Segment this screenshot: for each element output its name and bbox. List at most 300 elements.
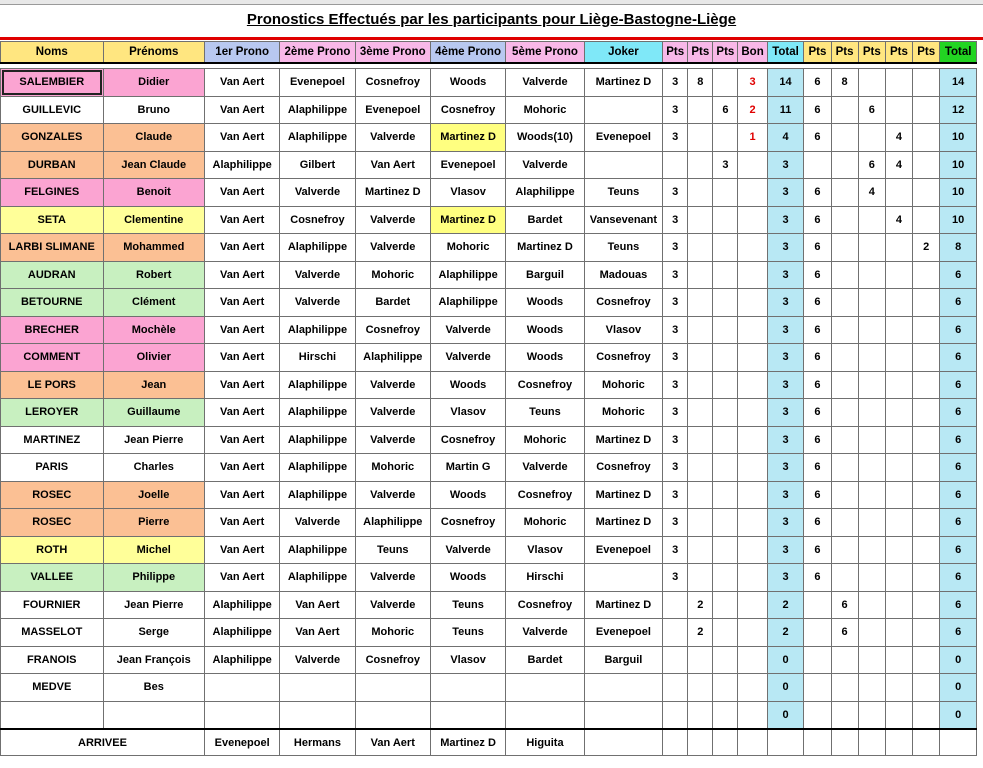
header-cell[interactable]: Pts bbox=[713, 42, 738, 64]
cell-b4[interactable] bbox=[885, 701, 912, 729]
cell-pts3[interactable] bbox=[713, 206, 738, 234]
cell-p5[interactable] bbox=[506, 701, 584, 729]
cell-p5[interactable]: Vlasov bbox=[506, 536, 584, 564]
cell-b4[interactable]: 4 bbox=[885, 124, 912, 152]
header-cell[interactable]: 3ème Prono bbox=[355, 42, 430, 64]
cell-b2[interactable] bbox=[831, 536, 858, 564]
cell-total2[interactable]: 6 bbox=[940, 591, 977, 619]
cell-total2[interactable]: 6 bbox=[940, 426, 977, 454]
arrivee-empty-cell[interactable] bbox=[713, 729, 738, 756]
cell-nom[interactable]: LARBI SLIMANE bbox=[1, 234, 104, 262]
cell-b1[interactable]: 6 bbox=[804, 124, 831, 152]
arrivee-empty-cell[interactable] bbox=[688, 729, 713, 756]
header-cell[interactable]: Total bbox=[767, 42, 804, 64]
cell-prenom[interactable]: Bruno bbox=[103, 96, 204, 124]
cell-pts1[interactable]: 3 bbox=[663, 234, 688, 262]
cell-b3[interactable] bbox=[858, 591, 885, 619]
cell-b1[interactable]: 6 bbox=[804, 564, 831, 592]
cell-b2[interactable] bbox=[831, 509, 858, 537]
cell-b4[interactable] bbox=[885, 619, 912, 647]
cell-pts3[interactable] bbox=[713, 426, 738, 454]
cell-b1[interactable]: 6 bbox=[804, 234, 831, 262]
cell-b1[interactable]: 6 bbox=[804, 426, 831, 454]
cell-p1[interactable]: Van Aert bbox=[204, 124, 279, 152]
arrivee-empty-cell[interactable] bbox=[663, 729, 688, 756]
cell-b4[interactable] bbox=[885, 344, 912, 372]
cell-p5[interactable]: Teuns bbox=[506, 399, 584, 427]
cell-b2[interactable] bbox=[831, 179, 858, 207]
cell-b3[interactable] bbox=[858, 399, 885, 427]
header-cell[interactable]: Pts bbox=[804, 42, 831, 64]
cell-bon[interactable] bbox=[738, 701, 767, 729]
cell-p3[interactable]: Valverde bbox=[355, 234, 430, 262]
cell-b2[interactable] bbox=[831, 454, 858, 482]
cell-b5[interactable] bbox=[913, 124, 940, 152]
cell-p4[interactable]: Vlasov bbox=[430, 646, 505, 674]
cell-b4[interactable] bbox=[885, 674, 912, 702]
cell-b1[interactable]: 6 bbox=[804, 509, 831, 537]
cell-p3[interactable] bbox=[355, 674, 430, 702]
cell-pts1[interactable]: 3 bbox=[663, 179, 688, 207]
cell-total[interactable]: 14 bbox=[767, 69, 804, 97]
cell-total2[interactable]: 6 bbox=[940, 399, 977, 427]
cell-p1[interactable] bbox=[204, 674, 279, 702]
cell-prenom[interactable]: Claude bbox=[103, 124, 204, 152]
cell-p3[interactable] bbox=[355, 701, 430, 729]
header-cell[interactable]: 2ème Prono bbox=[280, 42, 355, 64]
header-cell[interactable]: Pts bbox=[831, 42, 858, 64]
header-cell[interactable]: 5ème Prono bbox=[506, 42, 584, 64]
cell-b3[interactable]: 6 bbox=[858, 96, 885, 124]
cell-b4[interactable] bbox=[885, 564, 912, 592]
cell-p4[interactable]: Cosnefroy bbox=[430, 509, 505, 537]
cell-nom[interactable]: BETOURNE bbox=[1, 289, 104, 317]
cell-b2[interactable] bbox=[831, 124, 858, 152]
cell-joker[interactable]: Mohoric bbox=[584, 399, 662, 427]
cell-p1[interactable]: Van Aert bbox=[204, 344, 279, 372]
cell-pts1[interactable]: 3 bbox=[663, 316, 688, 344]
cell-pts3[interactable] bbox=[713, 591, 738, 619]
cell-total[interactable]: 2 bbox=[767, 619, 804, 647]
cell-nom[interactable]: DURBAN bbox=[1, 151, 104, 179]
cell-nom[interactable]: SALEMBIER bbox=[1, 69, 104, 97]
cell-pts3[interactable] bbox=[713, 619, 738, 647]
cell-prenom[interactable]: Jean Claude bbox=[103, 151, 204, 179]
cell-pts1[interactable] bbox=[663, 591, 688, 619]
cell-p2[interactable]: Hirschi bbox=[280, 344, 355, 372]
cell-total2[interactable]: 6 bbox=[940, 481, 977, 509]
cell-bon[interactable]: 2 bbox=[738, 96, 767, 124]
arrivee-p2[interactable]: Hermans bbox=[280, 729, 355, 756]
cell-p4[interactable]: Vlasov bbox=[430, 179, 505, 207]
cell-b5[interactable] bbox=[913, 261, 940, 289]
cell-pts1[interactable] bbox=[663, 674, 688, 702]
cell-pts1[interactable]: 3 bbox=[663, 96, 688, 124]
cell-b3[interactable] bbox=[858, 316, 885, 344]
cell-pts3[interactable] bbox=[713, 234, 738, 262]
cell-b3[interactable] bbox=[858, 646, 885, 674]
cell-p4[interactable] bbox=[430, 701, 505, 729]
cell-b5[interactable] bbox=[913, 536, 940, 564]
cell-pts1[interactable]: 3 bbox=[663, 564, 688, 592]
cell-p5[interactable]: Mohoric bbox=[506, 426, 584, 454]
cell-p2[interactable]: Gilbert bbox=[280, 151, 355, 179]
cell-nom[interactable]: FELGINES bbox=[1, 179, 104, 207]
cell-nom[interactable]: ROTH bbox=[1, 536, 104, 564]
cell-b2[interactable] bbox=[831, 399, 858, 427]
cell-p1[interactable]: Van Aert bbox=[204, 96, 279, 124]
cell-b5[interactable] bbox=[913, 564, 940, 592]
cell-p3[interactable]: Valverde bbox=[355, 591, 430, 619]
cell-p5[interactable]: Valverde bbox=[506, 69, 584, 97]
cell-p2[interactable]: Valverde bbox=[280, 646, 355, 674]
cell-b3[interactable] bbox=[858, 564, 885, 592]
cell-total2[interactable]: 10 bbox=[940, 124, 977, 152]
cell-b3[interactable] bbox=[858, 206, 885, 234]
cell-joker[interactable]: Martinez D bbox=[584, 69, 662, 97]
cell-prenom[interactable]: Charles bbox=[103, 454, 204, 482]
cell-prenom[interactable]: Serge bbox=[103, 619, 204, 647]
cell-pts2[interactable]: 8 bbox=[688, 69, 713, 97]
cell-bon[interactable] bbox=[738, 151, 767, 179]
cell-p5[interactable]: Martinez D bbox=[506, 234, 584, 262]
cell-total2[interactable]: 0 bbox=[940, 701, 977, 729]
cell-p2[interactable]: Alaphilippe bbox=[280, 371, 355, 399]
cell-total[interactable]: 3 bbox=[767, 344, 804, 372]
cell-b2[interactable]: 6 bbox=[831, 591, 858, 619]
cell-b5[interactable] bbox=[913, 344, 940, 372]
cell-b5[interactable] bbox=[913, 69, 940, 97]
cell-total2[interactable]: 10 bbox=[940, 151, 977, 179]
cell-pts3[interactable] bbox=[713, 316, 738, 344]
cell-p1[interactable]: Van Aert bbox=[204, 509, 279, 537]
cell-pts3[interactable] bbox=[713, 261, 738, 289]
cell-pts2[interactable] bbox=[688, 206, 713, 234]
cell-p2[interactable]: Alaphilippe bbox=[280, 96, 355, 124]
cell-nom[interactable]: MARTINEZ bbox=[1, 426, 104, 454]
cell-pts3[interactable] bbox=[713, 674, 738, 702]
cell-b4[interactable] bbox=[885, 591, 912, 619]
cell-pts2[interactable] bbox=[688, 289, 713, 317]
cell-p2[interactable]: Evenepoel bbox=[280, 69, 355, 97]
cell-pts3[interactable] bbox=[713, 179, 738, 207]
cell-pts3[interactable] bbox=[713, 536, 738, 564]
cell-b5[interactable] bbox=[913, 674, 940, 702]
cell-nom[interactable]: ROSEC bbox=[1, 509, 104, 537]
cell-bon[interactable] bbox=[738, 206, 767, 234]
cell-joker[interactable]: Teuns bbox=[584, 179, 662, 207]
cell-pts3[interactable]: 6 bbox=[713, 96, 738, 124]
cell-total2[interactable]: 10 bbox=[940, 206, 977, 234]
cell-p3[interactable]: Valverde bbox=[355, 399, 430, 427]
cell-p2[interactable]: Alaphilippe bbox=[280, 481, 355, 509]
cell-p2[interactable]: Valverde bbox=[280, 179, 355, 207]
cell-p1[interactable]: Van Aert bbox=[204, 426, 279, 454]
header-cell[interactable]: Prénoms bbox=[103, 42, 204, 64]
cell-p4[interactable]: Valverde bbox=[430, 536, 505, 564]
cell-p4[interactable]: Alaphilippe bbox=[430, 289, 505, 317]
cell-total[interactable]: 2 bbox=[767, 591, 804, 619]
cell-b4[interactable] bbox=[885, 289, 912, 317]
cell-p5[interactable]: Alaphilippe bbox=[506, 179, 584, 207]
cell-pts3[interactable] bbox=[713, 371, 738, 399]
cell-p5[interactable]: Hirschi bbox=[506, 564, 584, 592]
cell-joker[interactable] bbox=[584, 564, 662, 592]
cell-b5[interactable] bbox=[913, 619, 940, 647]
cell-joker[interactable]: Mohoric bbox=[584, 371, 662, 399]
cell-nom[interactable]: GONZALES bbox=[1, 124, 104, 152]
cell-b5[interactable] bbox=[913, 289, 940, 317]
header-cell[interactable]: Noms bbox=[1, 42, 104, 64]
header-cell[interactable]: 1er Prono bbox=[204, 42, 279, 64]
cell-b4[interactable] bbox=[885, 646, 912, 674]
cell-pts1[interactable]: 3 bbox=[663, 481, 688, 509]
cell-pts1[interactable] bbox=[663, 646, 688, 674]
cell-b2[interactable] bbox=[831, 289, 858, 317]
cell-b5[interactable] bbox=[913, 96, 940, 124]
cell-p5[interactable]: Bardet bbox=[506, 206, 584, 234]
cell-prenom[interactable]: Benoit bbox=[103, 179, 204, 207]
cell-p4[interactable]: Teuns bbox=[430, 591, 505, 619]
cell-b3[interactable] bbox=[858, 701, 885, 729]
cell-pts3[interactable] bbox=[713, 646, 738, 674]
arrivee-empty-cell[interactable] bbox=[767, 729, 804, 756]
cell-b4[interactable] bbox=[885, 234, 912, 262]
cell-prenom[interactable]: Joelle bbox=[103, 481, 204, 509]
cell-pts1[interactable] bbox=[663, 619, 688, 647]
cell-b3[interactable] bbox=[858, 344, 885, 372]
cell-pts3[interactable] bbox=[713, 509, 738, 537]
header-cell[interactable]: Bon bbox=[738, 42, 767, 64]
cell-joker[interactable]: Vlasov bbox=[584, 316, 662, 344]
cell-b4[interactable] bbox=[885, 316, 912, 344]
cell-bon[interactable] bbox=[738, 426, 767, 454]
cell-nom[interactable]: MASSELOT bbox=[1, 619, 104, 647]
cell-b1[interactable]: 6 bbox=[804, 316, 831, 344]
cell-pts1[interactable]: 3 bbox=[663, 426, 688, 454]
cell-p5[interactable]: Valverde bbox=[506, 619, 584, 647]
cell-bon[interactable] bbox=[738, 234, 767, 262]
cell-p3[interactable]: Valverde bbox=[355, 206, 430, 234]
cell-p3[interactable]: Valverde bbox=[355, 564, 430, 592]
cell-p5[interactable]: Valverde bbox=[506, 454, 584, 482]
cell-b5[interactable]: 2 bbox=[913, 234, 940, 262]
cell-p3[interactable]: Valverde bbox=[355, 124, 430, 152]
cell-pts1[interactable] bbox=[663, 151, 688, 179]
header-cell[interactable]: 4ème Prono bbox=[430, 42, 505, 64]
cell-b3[interactable] bbox=[858, 619, 885, 647]
cell-pts1[interactable] bbox=[663, 701, 688, 729]
cell-bon[interactable] bbox=[738, 179, 767, 207]
cell-prenom[interactable]: Guillaume bbox=[103, 399, 204, 427]
cell-total[interactable]: 3 bbox=[767, 454, 804, 482]
cell-b4[interactable] bbox=[885, 96, 912, 124]
cell-b3[interactable] bbox=[858, 124, 885, 152]
cell-p3[interactable]: Van Aert bbox=[355, 151, 430, 179]
cell-b5[interactable] bbox=[913, 316, 940, 344]
cell-pts2[interactable] bbox=[688, 536, 713, 564]
cell-total[interactable]: 3 bbox=[767, 564, 804, 592]
cell-p1[interactable]: Alaphilippe bbox=[204, 591, 279, 619]
cell-p1[interactable]: Van Aert bbox=[204, 399, 279, 427]
cell-pts2[interactable] bbox=[688, 481, 713, 509]
cell-pts2[interactable] bbox=[688, 564, 713, 592]
cell-p1[interactable]: Van Aert bbox=[204, 234, 279, 262]
cell-b2[interactable] bbox=[831, 206, 858, 234]
cell-p4[interactable]: Woods bbox=[430, 69, 505, 97]
arrivee-label[interactable]: ARRIVEE bbox=[1, 729, 205, 756]
cell-joker[interactable]: Martinez D bbox=[584, 509, 662, 537]
cell-p5[interactable]: Cosnefroy bbox=[506, 481, 584, 509]
cell-joker[interactable]: Vansevenant bbox=[584, 206, 662, 234]
cell-pts1[interactable]: 3 bbox=[663, 69, 688, 97]
cell-b4[interactable] bbox=[885, 509, 912, 537]
cell-bon[interactable] bbox=[738, 399, 767, 427]
cell-nom[interactable]: MEDVE bbox=[1, 674, 104, 702]
cell-p1[interactable]: Alaphilippe bbox=[204, 646, 279, 674]
cell-p3[interactable]: Teuns bbox=[355, 536, 430, 564]
cell-total[interactable]: 3 bbox=[767, 261, 804, 289]
cell-total[interactable]: 3 bbox=[767, 481, 804, 509]
cell-p1[interactable]: Alaphilippe bbox=[204, 619, 279, 647]
cell-joker[interactable] bbox=[584, 96, 662, 124]
cell-p4[interactable]: Woods bbox=[430, 371, 505, 399]
cell-prenom[interactable]: Jean François bbox=[103, 646, 204, 674]
cell-nom[interactable]: FRANOIS bbox=[1, 646, 104, 674]
cell-b4[interactable] bbox=[885, 536, 912, 564]
cell-prenom[interactable]: Mochèle bbox=[103, 316, 204, 344]
cell-p1[interactable]: Van Aert bbox=[204, 206, 279, 234]
cell-nom[interactable]: LE PORS bbox=[1, 371, 104, 399]
cell-total2[interactable]: 6 bbox=[940, 261, 977, 289]
cell-p4[interactable]: Alaphilippe bbox=[430, 261, 505, 289]
cell-p3[interactable]: Mohoric bbox=[355, 619, 430, 647]
cell-p2[interactable]: Van Aert bbox=[280, 591, 355, 619]
cell-total2[interactable]: 6 bbox=[940, 344, 977, 372]
cell-b1[interactable]: 6 bbox=[804, 179, 831, 207]
cell-bon[interactable] bbox=[738, 564, 767, 592]
cell-bon[interactable] bbox=[738, 371, 767, 399]
cell-b1[interactable]: 6 bbox=[804, 344, 831, 372]
cell-p4[interactable]: Martinez D bbox=[430, 206, 505, 234]
cell-p2[interactable]: Valverde bbox=[280, 289, 355, 317]
cell-b1[interactable] bbox=[804, 619, 831, 647]
cell-nom[interactable]: AUDRAN bbox=[1, 261, 104, 289]
cell-p4[interactable]: Martinez D bbox=[430, 124, 505, 152]
cell-prenom[interactable] bbox=[103, 701, 204, 729]
cell-total[interactable]: 3 bbox=[767, 399, 804, 427]
cell-b2[interactable]: 8 bbox=[831, 69, 858, 97]
cell-p5[interactable]: Woods bbox=[506, 289, 584, 317]
cell-total[interactable]: 3 bbox=[767, 509, 804, 537]
cell-b5[interactable] bbox=[913, 591, 940, 619]
cell-bon[interactable] bbox=[738, 646, 767, 674]
cell-b4[interactable]: 4 bbox=[885, 151, 912, 179]
cell-b2[interactable] bbox=[831, 151, 858, 179]
cell-b4[interactable] bbox=[885, 69, 912, 97]
cell-joker[interactable]: Barguil bbox=[584, 646, 662, 674]
cell-b1[interactable]: 6 bbox=[804, 536, 831, 564]
cell-b5[interactable] bbox=[913, 371, 940, 399]
header-cell[interactable]: Pts bbox=[913, 42, 940, 64]
cell-pts1[interactable]: 3 bbox=[663, 261, 688, 289]
cell-joker[interactable]: Martinez D bbox=[584, 481, 662, 509]
cell-p2[interactable] bbox=[280, 701, 355, 729]
cell-p2[interactable]: Valverde bbox=[280, 509, 355, 537]
cell-prenom[interactable]: Pierre bbox=[103, 509, 204, 537]
cell-total[interactable]: 11 bbox=[767, 96, 804, 124]
cell-b3[interactable] bbox=[858, 509, 885, 537]
cell-prenom[interactable]: Jean bbox=[103, 371, 204, 399]
cell-pts2[interactable] bbox=[688, 261, 713, 289]
cell-total2[interactable]: 6 bbox=[940, 536, 977, 564]
cell-nom[interactable]: PARIS bbox=[1, 454, 104, 482]
arrivee-empty-cell[interactable] bbox=[913, 729, 940, 756]
cell-b2[interactable]: 6 bbox=[831, 619, 858, 647]
cell-bon[interactable] bbox=[738, 509, 767, 537]
cell-p2[interactable]: Alaphilippe bbox=[280, 536, 355, 564]
arrivee-empty-cell[interactable] bbox=[831, 729, 858, 756]
cell-b5[interactable] bbox=[913, 179, 940, 207]
cell-joker[interactable]: Cosnefroy bbox=[584, 289, 662, 317]
cell-pts1[interactable]: 3 bbox=[663, 344, 688, 372]
cell-p4[interactable] bbox=[430, 674, 505, 702]
cell-p4[interactable]: Teuns bbox=[430, 619, 505, 647]
cell-b2[interactable] bbox=[831, 646, 858, 674]
cell-pts3[interactable] bbox=[713, 344, 738, 372]
cell-b3[interactable] bbox=[858, 536, 885, 564]
header-cell[interactable]: Pts bbox=[885, 42, 912, 64]
cell-total[interactable]: 0 bbox=[767, 646, 804, 674]
cell-joker[interactable]: Martinez D bbox=[584, 426, 662, 454]
arrivee-p3[interactable]: Van Aert bbox=[355, 729, 430, 756]
cell-p4[interactable]: Cosnefroy bbox=[430, 426, 505, 454]
cell-p5[interactable] bbox=[506, 674, 584, 702]
cell-b2[interactable] bbox=[831, 344, 858, 372]
cell-b5[interactable] bbox=[913, 701, 940, 729]
cell-p3[interactable]: Mohoric bbox=[355, 261, 430, 289]
cell-p4[interactable]: Valverde bbox=[430, 316, 505, 344]
cell-prenom[interactable]: Robert bbox=[103, 261, 204, 289]
cell-b1[interactable]: 6 bbox=[804, 261, 831, 289]
cell-nom[interactable]: GUILLEVIC bbox=[1, 96, 104, 124]
cell-p1[interactable] bbox=[204, 701, 279, 729]
cell-joker[interactable]: Evenepoel bbox=[584, 536, 662, 564]
cell-p5[interactable]: Barguil bbox=[506, 261, 584, 289]
cell-b1[interactable]: 6 bbox=[804, 206, 831, 234]
cell-p3[interactable]: Cosnefroy bbox=[355, 69, 430, 97]
cell-b3[interactable] bbox=[858, 289, 885, 317]
cell-b4[interactable] bbox=[885, 426, 912, 454]
cell-p1[interactable]: Van Aert bbox=[204, 371, 279, 399]
cell-nom[interactable]: COMMENT bbox=[1, 344, 104, 372]
cell-bon[interactable] bbox=[738, 591, 767, 619]
cell-b5[interactable] bbox=[913, 399, 940, 427]
cell-p1[interactable]: Van Aert bbox=[204, 179, 279, 207]
cell-b2[interactable] bbox=[831, 481, 858, 509]
sheet-title[interactable]: Pronostics Effectués par les participants pour Liège-Bastogne-Liège bbox=[246, 11, 737, 28]
cell-pts2[interactable] bbox=[688, 179, 713, 207]
cell-joker[interactable]: Teuns bbox=[584, 234, 662, 262]
cell-b1[interactable] bbox=[804, 674, 831, 702]
cell-bon[interactable] bbox=[738, 536, 767, 564]
cell-b4[interactable] bbox=[885, 454, 912, 482]
cell-prenom[interactable]: Michel bbox=[103, 536, 204, 564]
cell-b2[interactable] bbox=[831, 371, 858, 399]
arrivee-p1[interactable]: Evenepoel bbox=[204, 729, 279, 756]
cell-joker[interactable] bbox=[584, 151, 662, 179]
cell-bon[interactable]: 3 bbox=[738, 69, 767, 97]
